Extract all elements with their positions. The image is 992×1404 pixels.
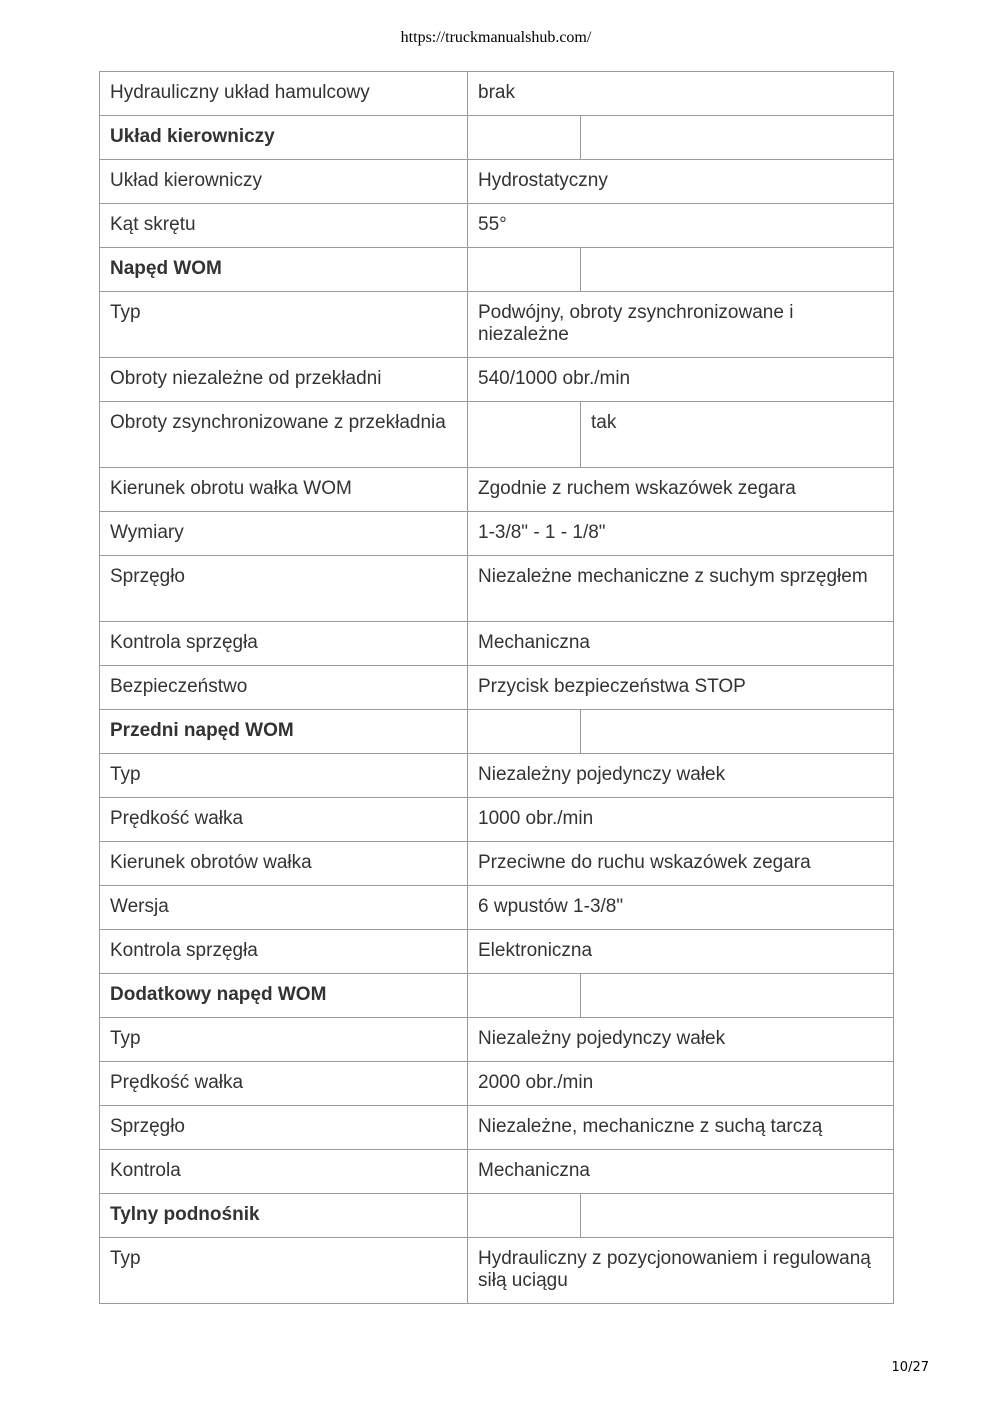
table-row: [100, 204, 894, 248]
empty-cell: [468, 1194, 581, 1238]
spec-value: Elektroniczna: [468, 930, 894, 974]
spec-value: brak: [468, 72, 894, 116]
spec-label: Kontrola sprzęgła: [100, 622, 468, 666]
spec-value: 6 wpustów 1-3/8": [468, 886, 894, 930]
spec-value: Zgodnie z ruchem wskazówek zegara: [468, 468, 894, 512]
empty-cell: [581, 1194, 894, 1238]
table-row: [100, 1062, 894, 1106]
table-row: [100, 402, 894, 468]
spec-value: Mechaniczna: [468, 1150, 894, 1194]
spec-label: Kontrola sprzęgła: [100, 930, 468, 974]
table-row: [100, 1018, 894, 1062]
empty-cell: [468, 402, 581, 468]
table-row: [100, 468, 894, 512]
empty-cell: [468, 974, 581, 1018]
spec-label: Obroty zsynchronizowane z przekładnia: [100, 402, 468, 468]
spec-label: Kąt skrętu: [100, 204, 468, 248]
spec-label: Wymiary: [100, 512, 468, 556]
spec-value: Przycisk bezpieczeństwa STOP: [468, 666, 894, 710]
table-row: [100, 886, 894, 930]
section-row: [100, 710, 894, 754]
section-heading: Układ kierowniczy: [100, 116, 468, 160]
spec-label: Kierunek obrotów wałka: [100, 842, 468, 886]
spec-value: Niezależny pojedynczy wałek: [468, 1018, 894, 1062]
spec-label: Hydrauliczny układ hamulcowy: [100, 72, 468, 116]
empty-cell: [468, 116, 581, 160]
spec-value: Hydrostatyczny: [468, 160, 894, 204]
spec-label: Bezpieczeństwo: [100, 666, 468, 710]
table-row: [100, 160, 894, 204]
spec-value: 540/1000 obr./min: [468, 358, 894, 402]
spec-label: Kierunek obrotu wałka WOM: [100, 468, 468, 512]
spec-label: Wersja: [100, 886, 468, 930]
empty-cell: [581, 974, 894, 1018]
table-row: [100, 754, 894, 798]
spec-label: Prędkość wałka: [100, 798, 468, 842]
table-row: [100, 1238, 894, 1304]
spec-value: Podwójny, obroty zsynchronizowane i niezależne: [468, 292, 894, 358]
spec-label: Sprzęgło: [100, 1106, 468, 1150]
specification-table-body: [100, 72, 894, 1304]
section-row: [100, 116, 894, 160]
section-row: [100, 248, 894, 292]
table-row: [100, 1150, 894, 1194]
empty-cell: [468, 248, 581, 292]
empty-cell: [581, 248, 894, 292]
spec-value: 1000 obr./min: [468, 798, 894, 842]
spec-label: Typ: [100, 754, 468, 798]
table-row: [100, 622, 894, 666]
spec-label: Typ: [100, 1238, 468, 1304]
spec-value: Przeciwne do ruchu wskazówek zegara: [468, 842, 894, 886]
spec-value: Niezależne mechaniczne z suchym sprzęgłem: [468, 556, 894, 622]
spec-label: Typ: [100, 292, 468, 358]
spec-value: 2000 obr./min: [468, 1062, 894, 1106]
section-row: [100, 974, 894, 1018]
empty-cell: [581, 710, 894, 754]
spec-label: Kontrola: [100, 1150, 468, 1194]
spec-label: Prędkość wałka: [100, 1062, 468, 1106]
table-row: [100, 1106, 894, 1150]
spec-value: Niezależne, mechaniczne z suchą tarczą: [468, 1106, 894, 1150]
table-row: [100, 556, 894, 622]
section-heading: Napęd WOM: [100, 248, 468, 292]
spec-value: tak: [581, 402, 894, 468]
table-row: [100, 358, 894, 402]
spec-label: Obroty niezależne od przekładni: [100, 358, 468, 402]
table-row: [100, 930, 894, 974]
section-heading: Dodatkowy napęd WOM: [100, 974, 468, 1018]
page-number: 10/27: [891, 1360, 929, 1375]
spec-label: Sprzęgło: [100, 556, 468, 622]
spec-value: Hydrauliczny z pozycjonowaniem i regulowaną siłą uciągu: [468, 1238, 894, 1304]
table-row: [100, 292, 894, 358]
table-row: [100, 72, 894, 116]
table-row: [100, 666, 894, 710]
section-heading: Przedni napęd WOM: [100, 710, 468, 754]
empty-cell: [581, 116, 894, 160]
spec-value: Niezależny pojedynczy wałek: [468, 754, 894, 798]
section-heading: Tylny podnośnik: [100, 1194, 468, 1238]
specification-table: [99, 71, 894, 1304]
spec-label: Typ: [100, 1018, 468, 1062]
spec-value: 55°: [468, 204, 894, 248]
table-row: [100, 512, 894, 556]
table-row: [100, 842, 894, 886]
table-row: [100, 798, 894, 842]
spec-value: Mechaniczna: [468, 622, 894, 666]
spec-value: 1-3/8" - 1 - 1/8": [468, 512, 894, 556]
empty-cell: [468, 710, 581, 754]
header-url: https://truckmanualshub.com/: [400, 29, 592, 46]
spec-label: Układ kierowniczy: [100, 160, 468, 204]
section-row: [100, 1194, 894, 1238]
